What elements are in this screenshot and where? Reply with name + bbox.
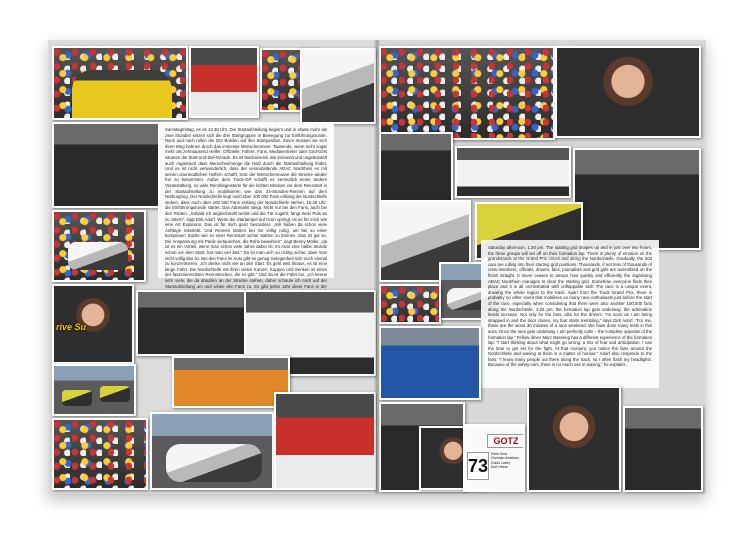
photo-crowd-barrier: [623, 406, 703, 492]
page-banner: Roland Pfeiffer: [557, 44, 577, 48]
photo-umbrella-fans: [379, 284, 441, 324]
article-text-german: [158, 122, 334, 289]
photo-woman-portrait: rive Su: [52, 284, 134, 364]
photo-drivers-red: [189, 46, 259, 118]
magazine-spread: [48, 40, 706, 494]
photo-team-blue: [379, 326, 481, 400]
article-paragraph: Samstagmittag, es ist 13.30 Uhr. Die Startaufstellung beginnt und in etwas mehr als zwei Stunden setzen sich die drei Startgruppen in Bewegung zur Einführungsrunde. Nach und nach rollen die 202 Boliden auf ihre Startposition. Zuvor müssen sie sich ihren Weg bahnen durch das immense Menschenmeer. Tausende, wenn nicht sogar mehr als zehntausend Helfer, Offizielle, Fahrer, Fans, Mediavertreter oder Grid-Girls säumen die Start-und-Ziel-Gerade. Es ist faszinierend, wie kreisend und ungebündelt auch organisiert dass Menschenmenge die Hatz durch die Startaufstellung findet. Und es ist nicht verwunderlich, dass der veranstaltende ADAC Nordrhein es mit seinen unermüdlichen Helfern schafft, trotz der Menschenmasse die Strecke wieder frei zu bekommen. Außer dem Truck-GP schafft es vermutlich keine andere Veranstaltung, so viele Rennbegeisterte für die letzten Minuten vor dem Rennstart in der Startaufstellung zu mobilisieren wie das 24-Stunden-Rennen auf dem Nürburgring. Der Nordschleife liegt noch über 100 000 Fans entlang der Nordschleife stehen, dass noch über 100 000 Fans entlang der Nordschleife stehen. 15.25 Uhr: die Einführungsrunde startet. Das Adrenalin steigt. Nicht nur bei den Fans, auch bei den Piloten. „Sobald ich angeschnallt werde und die Tür zugeht, fängt mein Puls an zu zittern“, sagt Dirk Adorf. Wenn die Startampel auf Grün springt, ist es für mich wie eine Art Explosion. Das ist für mich ganz besonders. „Wir haben da schon viele Anfänge miterlebt. Und Rennen starten bei mir völlig ruhig, um bei so einer komplexen Sache wie so einer Rennstart sicher starten zu können. Das ist gut so. Die Anspannung mit Panik vertauschen, die Ruhe bewahren“, sagt Benny Möller, „da ist es ein Vorteil, wenn man schon viele Jahre dabei ist. Im Auto eine halbe Stunde schon vor dem Start, hat man viel Zeit.“ Da ist man sich so richtig sicher, dass man nicht völlig klar ist. Bei den Fans im Auto gibt es genug Gelegenheit sich noch einmal zu konzentrieren. „Ich denke nicht viel an den Start. Es geht weit hinaus, es ist eine lange Fahrt. Die Nordschleife mit ihren vielen Kurven, Kuppen und Senken ist eines der faszinierendsten Rennstrecken, die es gibt.“ Und da ist die Fahrt los. „Ich kenne sehr viele, die da draußen an der Strecke stehen, daher schaute ich mich auf der Startaufstellung um und winke den Fans zu. Es gibt jedes Jahr diese Fans in der: [165, 127, 327, 289]
photo-car-number-plate: [463, 424, 525, 492]
photo-team-dark-shirts: [52, 122, 160, 208]
photo-race-car-pit: [150, 412, 274, 490]
photo-drivers-white-team: [455, 146, 571, 198]
page-gutter: [374, 40, 380, 494]
photo-grid-girl: [555, 46, 701, 138]
photo-grandstand-crowd: [379, 46, 555, 140]
driver-names: Rene Kina Christian Ardelean Guido Lakey Kurt Hesse: [491, 452, 519, 469]
photo-mechanics-group: [573, 148, 701, 250]
photo-race-car-grid: [300, 48, 376, 124]
photo-team-orange: [172, 356, 290, 408]
photo-yellow-cars: [52, 364, 136, 416]
photo-grid-crowd: [52, 210, 146, 282]
article-paragraph-en: Saturday afternoon, 1.30 pm. The starting grid shapes up and in just over two hours, the three groups will set off on their formation lap. There is plenty of emotion on the grandstands at the Grand Prix circuit and along the Nordschleife. Gradually, the 202 cars are rolling into their starting grid positions. Thousands, if not tens of thousands of crew members, officials, drivers, fans, journalists and grid girls are assembled on the finish straight. It never ceases to amaze how quickly and efficiently the organising ADAC Nordrhein manages to clear the starting grid. Somehow, everyone finds their place and it is all orchestrated with unflappable skill. The race is a unique event, drawing the whole region to the track. Apart from the Truck Grand Prix, there is probably no other event that mobilises so many race enthusiasts just before the start of the race, especially when considering that there were also another 100,000 fans along the Nordschleife. 3.25 pm, the formation lap gets underway, the adrenaline levels increase. Not only for the fans, also for the drivers. “As soon as I am being strapped in and the door closes, my foot starts trembling,” says Dirk Adorf. “For me, these are the worst 30 minutes of a race weekend. We have done many tests in this area. Once the race gets underway, I am perfectly calm – the complete opposite of the formation lap.” Fellow driver Marc Basseng has a different experience of the formation lap: “I start thinking about what might go wrong, a mix of fear and anticipation. I use the time to get set for the fight. At that moment, you notice the fans around the Nordschleife and waving at them is a matter of honour.” Adorf also responds to the fans: “I know many people out there along the track, so I often flash my headlights. Because of the safety cars, there is no much use in waving,” he explains.: [488, 245, 653, 368]
sponsor-logo: GOTZ: [487, 434, 525, 448]
photo-drivers-pit-lane: [274, 392, 376, 490]
photo-grid-girls: [52, 418, 148, 490]
photo-driver-portrait: [527, 386, 621, 492]
photo-crew-headsets: [136, 290, 246, 356]
photo-photographers: [379, 132, 453, 202]
article-text-english: [481, 240, 659, 388]
left-page: [48, 40, 377, 494]
photo-driver-group-yellow: [52, 46, 188, 120]
car-number: 73: [467, 452, 489, 480]
right-page: [377, 40, 706, 494]
